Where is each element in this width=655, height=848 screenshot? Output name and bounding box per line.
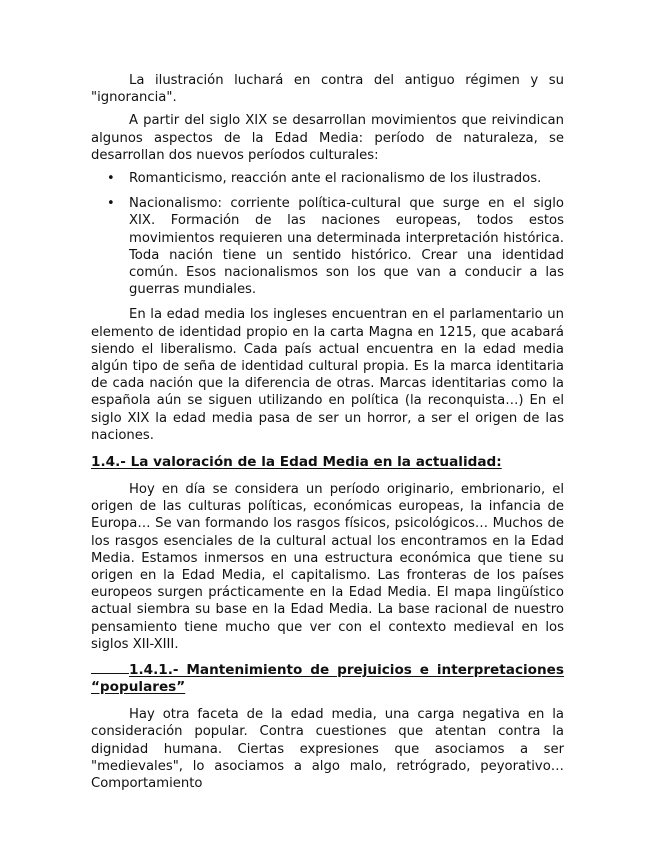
paragraph-edad-media-ingleses: En la edad media los ingleses encuentran en el parlamentario un elemento de identidad propio en la carta Magna en 1215, que acabará siendo el liberalismo. Cada país actual encuentra en la edad media algún tipo de seña de identidad cultural propia. Es la marca identitaria de cada nación que la diferencia de otras. Marcas identitarias como la española aún se siguen utilizando en política (la reconquista…) En el siglo XIX la edad media pasa de ser un horror, a ser el origen de las naciones.	[91, 307, 564, 443]
subsection-heading	[91, 661, 564, 696]
heading-underline-lead	[91, 661, 129, 674]
bullet-list	[91, 170, 564, 298]
paragraph-prejuicios: Hay otra faceta de la edad media, una carga negativa en la consideración popular. Contra cuestiones que atentan contra la dignidad humana. Ciertas expresiones que asociamos a ser "medievales", lo asociamos a algo malo, retrógrado, peyorativo… Comportamiento	[91, 707, 564, 791]
paragraph-siglo-xix: A partir del siglo XIX se desarrollan movimientos que reivindican algunos aspectos de la Edad Media: período de naturaleza, se desarrollan dos nuevos períodos culturales:	[91, 113, 564, 163]
subsection-heading-text: 1.4.1.- Mantenimiento de prejuicios e interpretaciones “populares”	[91, 662, 564, 696]
paragraph-valoracion: Hoy en día se considera un período originario, embrionario, el origen de las culturas políticas, económicas europeas, la infancia de Europa… Se van formando los rasgos físicos, psicológicos… Muchos de los rasgos esenciales de la cultural actual los encontramos en la Edad Media. Estamos inmersos en una estructura económica que tiene su origen en la Edad Media, el capitalismo. Las fronteras de los países europeos surgen prácticamente en la Edad Media. El mapa lingüístico actual siembra su base en la Edad Media. La base racional de nuestro pensamiento tiene mucho que ver con el contexto medieval en los siglos XII-XIII.	[91, 482, 564, 652]
list-item: • Romanticismo, reacción ante el racionalismo de los ilustrados.	[129, 170, 564, 187]
section-heading: 1.4.- La valoración de la Edad Media en la actualidad:	[91, 454, 502, 471]
list-item: • Nacionalismo: corriente política-cultural que surge en el siglo XIX. Formación de las naciones europeas, todos estos movimientos requieren una determinada interpretación histórica. Toda nación tiene un sentido histórico. Crear una identidad común. Esos nacionalismos son los que van a conducir a las guerras mundiales.	[129, 195, 564, 298]
paragraph-ilustracion: La ilustración luchará en contra del antiguo régimen y su "ignorancia".	[91, 73, 564, 106]
